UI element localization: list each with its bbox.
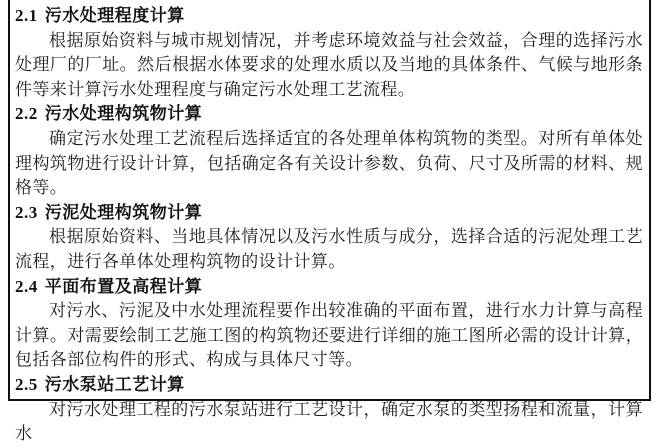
- section-2-2: [15, 102, 643, 200]
- section-2-5: [15, 373, 643, 447]
- section-title: 污水处理程度计算: [44, 6, 185, 25]
- page-border-frame: [8, 0, 651, 444]
- section-number: 2.2: [15, 104, 38, 124]
- section-heading: [15, 373, 643, 398]
- section-title: 污水处理构筑物计算: [44, 104, 203, 124]
- section-paragraph: 对污水、污泥及中水处理流程要作出较准确的平面布置，进行水力计算与高程计算。对需要绘制工艺施工图的构筑物还要进行详细的施工图所必需的设计计算，包括各部位构件的形式、构成与具体尺寸等。: [15, 301, 643, 370]
- section-paragraph: 对污水处理工程的污水泵站进行工艺设计，确定水泵的类型扬程和流量，计算水: [15, 399, 643, 444]
- section-2-3: [15, 201, 643, 275]
- section-number: 2.4: [15, 276, 38, 296]
- section-title: 污水泵站工艺计算: [44, 374, 185, 394]
- section-2-1: [15, 4, 643, 102]
- section-2-4: [15, 275, 643, 373]
- section-heading: [15, 201, 643, 226]
- section-heading: [15, 275, 643, 300]
- section-number: 2.5: [15, 374, 38, 394]
- section-heading: [15, 102, 643, 127]
- section-title: 污泥处理构筑物计算: [44, 202, 203, 222]
- section-paragraph: 根据原始资料、当地具体情况以及污水性质与成分，选择合适的污泥处理工艺流程，进行各单体处理构筑物的设计计算。: [15, 227, 643, 271]
- section-heading: [15, 4, 643, 29]
- section-title: 平面布置及高程计算: [44, 276, 203, 296]
- section-number: 2.1: [15, 6, 38, 25]
- section-number: 2.3: [15, 202, 38, 222]
- section-paragraph: 确定污水处理工艺流程后选择适宜的各处理单体构筑物的类型。对所有单体处理构筑物进行设计计算，包括确定各有关设计参数、负荷、尺寸及所需的材料、规格等。: [15, 128, 643, 198]
- section-paragraph: 根据原始资料与城市规划情况，并考虑环境效益与社会效益，合理的选择污水处理厂的厂址。然后根据水体要求的处理水质以及当地的具体条件、气候与地形条件等来计算污水处理程度与确定污水处理工艺流程。: [15, 30, 643, 99]
